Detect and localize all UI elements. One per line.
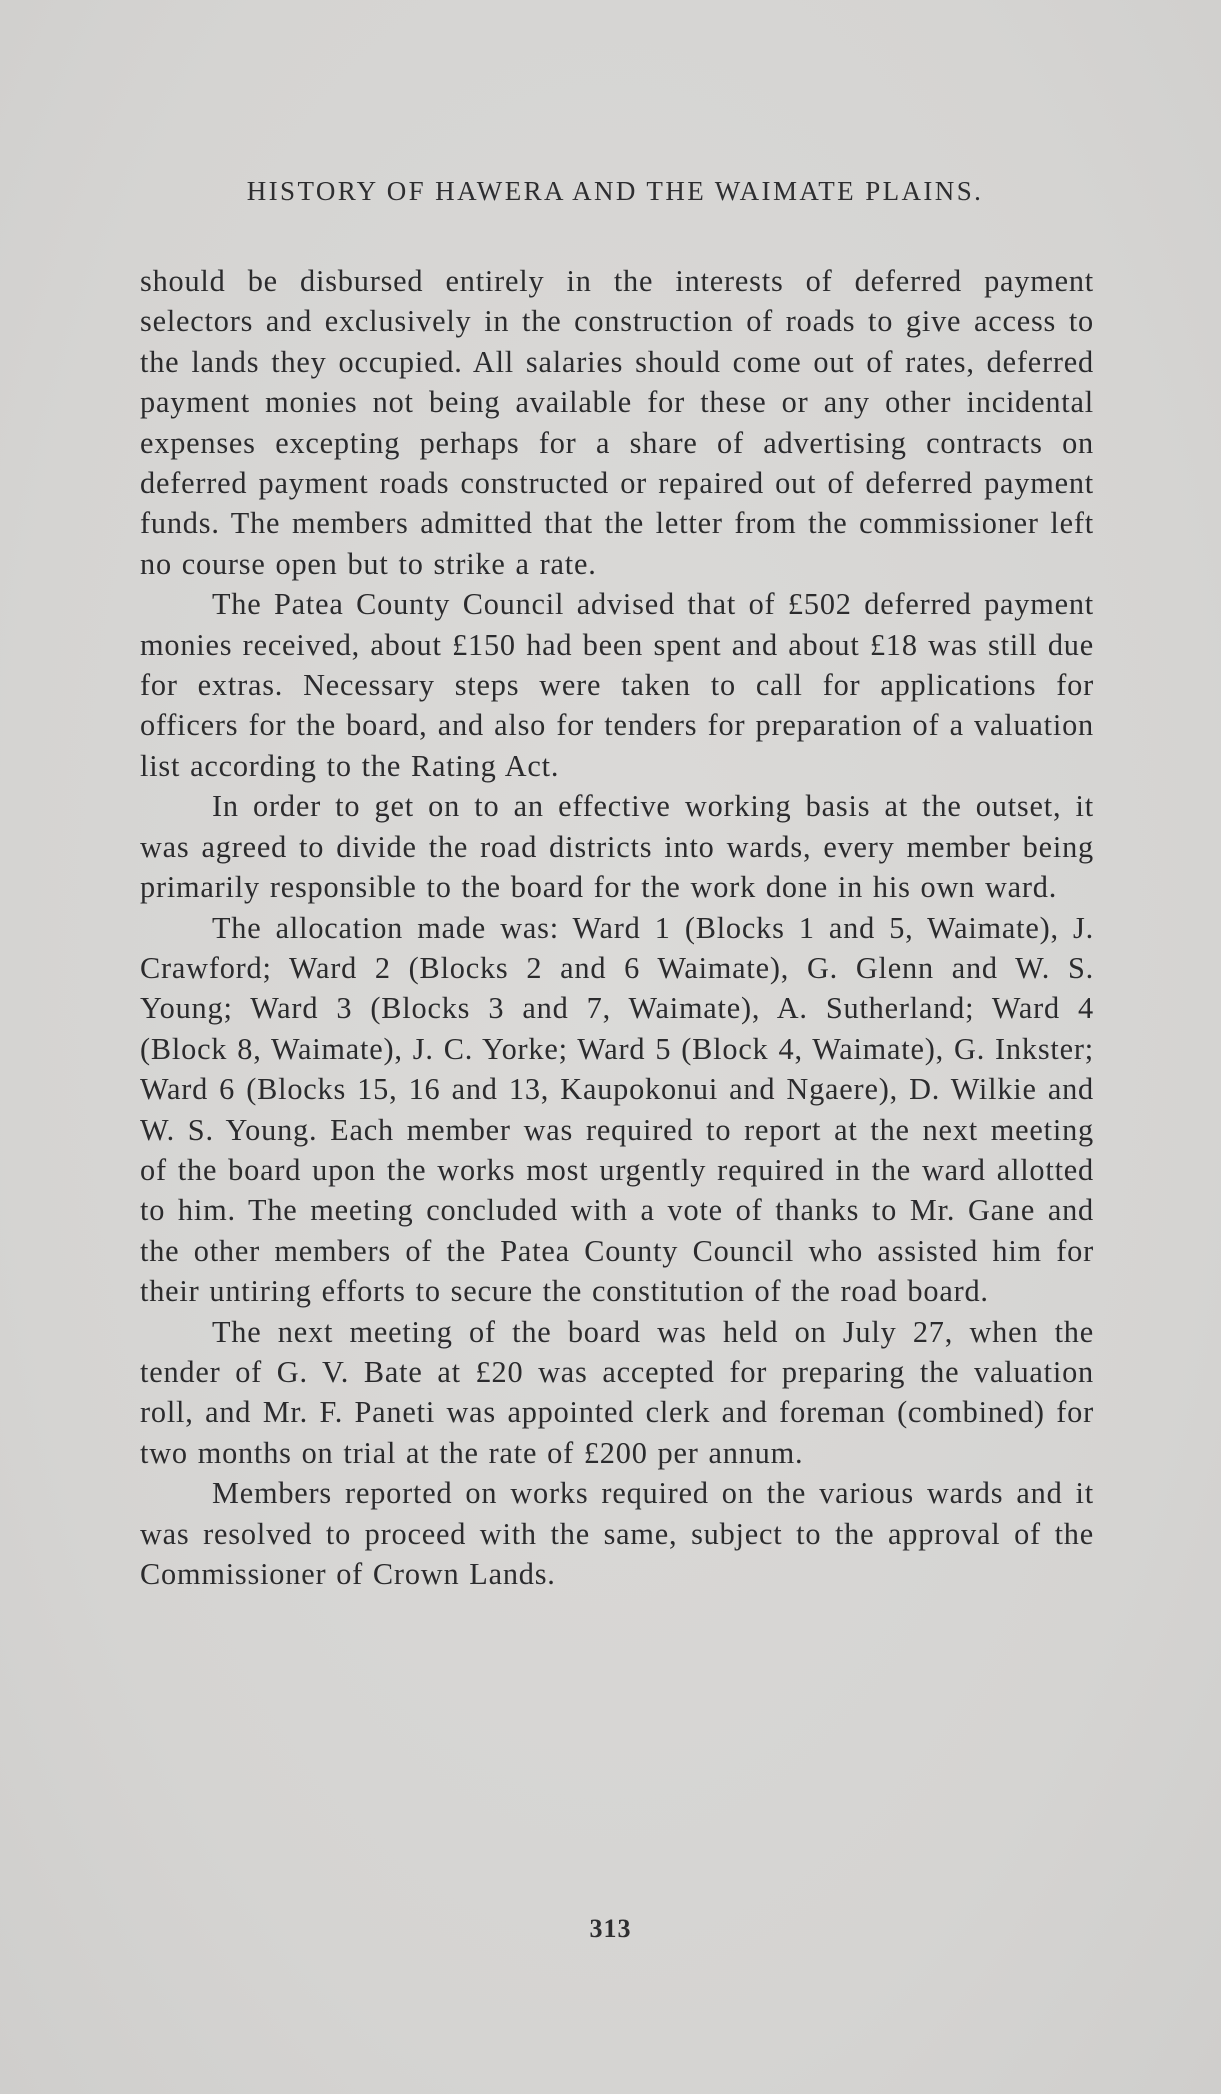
page-number: 313 xyxy=(589,1914,632,1943)
paragraph-wards: In order to get on to an effective working basis at the outset, it was agreed to divide the road districts into wards, every member being primarily responsible to the board for the work done in his own ward. xyxy=(140,789,1094,905)
paragraph-continued: should be disbursed entirely in the interests of deferred payment selectors and exclusively in the construction of roads to give access to the lands they occupied. All salaries should come out of rates, deferred payment monies not being available for these or any other incidental expenses excepting perhaps for a share of advertising contracts on deferred payment roads constructed or repaired out of deferred payment funds. The members admitted that the letter from the commissioner left no course open but to strike a rate. xyxy=(140,264,1094,581)
running-head: HISTORY OF HAWERA AND THE WAIMATE PLAINS. xyxy=(246,176,984,206)
paragraph-patea-council: The Patea County Council advised that of £502 deferred payment monies received, about £150 had been spent and about £18 was still due for extras. Necessary steps were taken to call for applications for officers for the board, and also for tenders for preparation of a valuation list according to the Rating Act. xyxy=(140,587,1094,783)
paragraph-allocation: The allocation made was: Ward 1 (Blocks 1 and 5, Waimate), J. Crawford; Ward 2 (Blocks 2 and 6 Waimate), G. Glenn and W. S. Young; Ward 3 (Blocks 3 and 7, Waimate), A. Sutherland; Ward 4 (Block 8, Waimate), J. C. Yorke; Ward 5 (Block 4, Waimate), G. Inkster; Ward 6 (Blocks 15, 16 and 13, Kaupokonui and Ngaere), D. Wilkie and W. S. Young. Each member was required to report at the next meeting of the board upon the works most urgently required in the ward allotted to him. The meeting concluded with a vote of thanks to Mr. Gane and the other members of the Patea County Council who assisted him for their untiring efforts to secure the constitution of the road board. xyxy=(140,910,1094,1309)
body-text xyxy=(140,261,1094,1594)
paragraph-members-reported: Members reported on works required on the various wards and it was resolved to proceed with the same, subject to the approval of the Commissioner of Crown Lands. xyxy=(140,1476,1094,1591)
paragraph-next-meeting: The next meeting of the board was held on July 27, when the tender of G. V. Bate at £20 was accepted for preparing the valuation roll, and Mr. F. Paneti was appointed clerk and foreman (combined) for two months on trial at the rate of £200 per annum. xyxy=(140,1314,1094,1470)
